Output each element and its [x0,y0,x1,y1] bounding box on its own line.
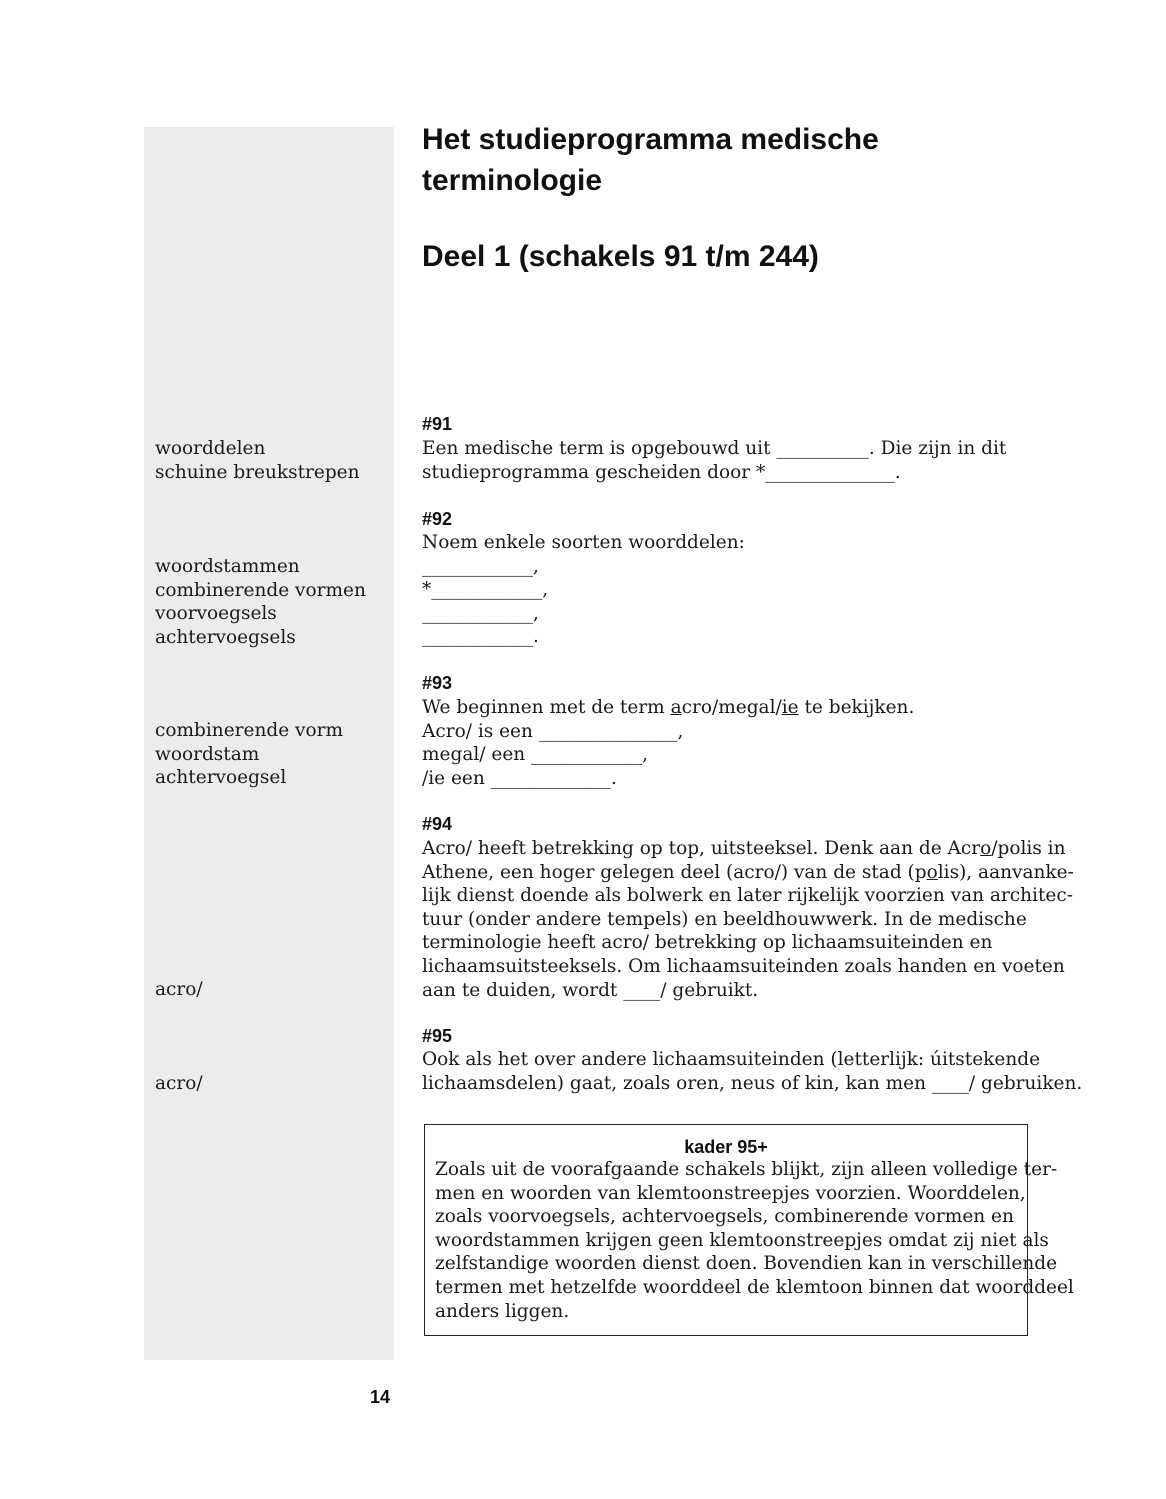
frame-answers: acro/ [155,1073,203,1094]
frame-answers: acro/ [155,979,203,1000]
page-title [422,119,1072,201]
title-line-1: Het studieprogramma medische [422,123,879,156]
kader-box [424,1124,1074,1336]
frame-number: #95 [422,1026,453,1046]
frame-text: Acro/ heeft betrekking op top, uitsteeksel. Denk aan de Acro/polis in Athene, een hoger gelegen deel (acro/) van de stad (polis), aanvanke- lijk dienst doende als bolwerk en later rijkelijk voorzien van architec- tuur (onder andere tempels) en beeldhouwwerk. In de medische terminologie heeft acro/ betrekking op lichaamsuiteinden en lichaamsuitsteeksels. Om lichaamsuiteinden zoals handen en voeten aan te duiden, wordt ____/ gebruikt. [422,838,1074,1001]
frame-number: #93 [422,673,453,693]
title-line-2: terminologie [422,164,603,197]
frame-answers: woordstammen combinerende vormen voorvoegsels achtervoegsels [155,556,366,648]
frame-text: We beginnen met de term acro/megal/ie te bekijken. Acro/ is een _______________, megal/ een ____________, /ie een _____________. [422,697,915,789]
kader-text: Zoals uit de voorafgaande schakels blijkt, zijn alleen volledige ter- men en woorden van klemtoonstreepjes voorzien. Woorddelen, zoals voorvoegsels, achtervoegsels, combinerende vormen en woordstammen krijgen geen klemtoonstreepjes omdat zij niet als zelfstandige woorden dienst doen. Bovendien kan in verschillende termen met hetzelfde woorddeel de klemtoon binnen dat woorddeel anders liggen. [435,1159,1074,1322]
frame-number: #91 [422,414,453,434]
page-number: 14 [370,1387,391,1407]
section-title: Deel 1 (schakels 91 t/m 244) [422,240,819,273]
frame-answers: combinerende vorm woordstam achtervoegsel [155,720,344,789]
frame-text: Noem enkele soorten woorddelen: ____________, *____________, ____________, ____________. [422,532,745,648]
frame-text: Ook als het over andere lichaamsuiteinden (letterlijk: úitstekende lichaamsdelen) gaat, zoals oren, neus of kin, kan men ____/ gebruiken. [422,1049,1083,1094]
frame-text: Een medische term is opgebouwd uit __________. Die zijn in dit studieprogramma gescheiden door *______________. [422,438,1007,483]
frame-answers: woorddelen schuine breukstrepen [155,438,360,483]
kader-title: kader 95+ [684,1137,768,1157]
frame-number: #92 [422,509,453,529]
frame-number: #94 [422,814,453,834]
